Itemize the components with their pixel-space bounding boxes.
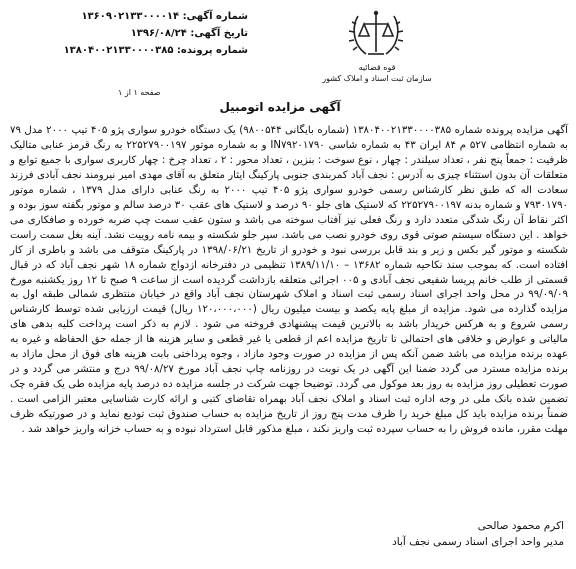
registry-organization-name: سازمان ثبت اسناد و املاک کشور [322, 74, 432, 83]
signature-block [304, 518, 564, 550]
signatory-position: مدیر واحد اجرای اسناد رسمی نجف آباد [392, 536, 564, 548]
notice-metadata [8, 8, 248, 59]
judiciary-label: قوه قضائیه [358, 63, 396, 72]
file-number: شماره پرونده: ۱۳۸۰۴۰۰۲۱۳۳۰۰۰۰۳۸۵ [63, 45, 248, 56]
notice-title: آگهی مزایده اتومبیل [219, 100, 341, 114]
signatory-name: اکرم محمود صالحی [477, 520, 564, 532]
notice-body: آگهی مزایده پرونده شماره ۱۳۸۰۴۰۰۲۱۳۳۰۰۰۰۳۸۵ (شماره بایگانی ۹۸۰۰۵۴۴) یک دستگاه خودرو سواری پژو ۴۰۵ تیپ ۲۰۰۰ مدل ۷۹ به شماره انتظامی ۵۲۷ م ۸۴ ایران ۴۳ به شماره شاسی IN۷۹۲۰۱۷۹۰ و به شماره موتور ۲۲۵۲۷۹۰۰۱۹۷ به رنگ قرمز عنابی متالیک ظرفیت : جمعاً پنج نفر ، تعداد سیلندر : چهار ، نوع سوخت : بنزین ، تعداد محور : ۲ ، تعداد چرخ : چهار کاربری سواری با جمیع توابع و متعلقات آن بدون استثناء چیزی به آدرس : نجف آباد کمربندی جنوبی پارکینگ ایثار متعلق به آقای مهدی امیر نیرومند نجف آبادی فرزند سعادت اله که طبق نظر کارشناس رسمی خودرو سواری پژو ۴۰۵ تیپ ۲۰۰۰ به رنگ عنابی دارای مدل ۱۳۷۹ ، شماره موتور ۷۹۳۰۱۷۹۰ و شماره بدنه ۲۲۵۲۷۹۰۰۱۹۷ که لاستیک های جلو ۹۰ درصد و لاستیک های عقب ۳۰ درصد سالم و موتور بگفته سوز بوده و اکثر نقاط آن رنگ شدگی متعدد دارد و رنگ فعلی نیز آفتاب سوخته می باشد و ستون عقب سمت چپ ضربه خورده و صافکاری می خواهد . این دستگاه سیستم صوتی قوی روی خودرو نصب می باشد. سپر جلو شکسته و بیمه نامه روییت نشد. آینه بغل سمت راست شکسته و موتور گیر بکس و زیر و بند قابل بررسی نبود و خودرو از تاریخ ۱۳۹۸/۰۶/۲۱ در پارکینگ متوقف می باشد و باطری از کار افتاده است. که بموجب سند نکاحیه شماره ۱۳۶۸۲ – ۱۳۸۹/۱۱/۱۰ تنظیمی در دفترخانه ازدواج شماره ۱۸ شهر نجف آباد که در قبال قسمتی از طلب خانم پریسا شفیعی نجف آبادی و ۰۰۵ اجرائی متعلقه بازداشت گردیده است از ساعت ۹ صبح تا ۱۲ روز یکشنبه مورخ ۹۹/۰۹/۰۹ در محل واحد اجرای اسناد رسمی ثبت اسناد و املاک شهرستان نجف آباد واقع در خیابان منتظری شمالی طبقه اول به مزایده گذارده می شود. مزایده از مبلغ پایه یکصد و بیست میلیون ریال (۱۲۰،۰۰۰،۰۰۰ ریال) قیمت ارزیابی شده توسط کارشناس رسمی شروع و به هرکس خریدار باشد به بالاترین قیمت پیشنهادی فروخته می شود . لازم به ذکر است پرداخت کلیه بدهی های مالیاتی و عوارض و خلافی های احتمالی تا تاریخ مزایده اعم از قطعی یا غیر قطعی و سایر هزینه ها از جمله حق الحفاظه و غیره به عهده برنده مزایده می باشد ضمن آنکه پس از مزایده در صورت وجود مازاد ، وجوه پرداختی بابت هزینه های فوق از محل مازاد به برنده مزایده مسترد می گردد ضمنا این آگهی در یک نوبت در روزنامه چاپ نجف آباد مورخ ۹۹/۰۸/۲۷ درج و منتشر می گردد و در صورت تعطیلی روز مزایده به روز بعد موکول می گردد. توضیحا جهت شرکت در جلسه مزایده ده درصد پایه مزایده طی یک فقره چک تضمین شده بانک ملی در وجه اداره ثبت اسناد و املاک نجف آباد بهمراه تقاضای کتبی و ارائه کارت شناسایی معتبر الزامی است . ضمناً برنده مزایده باید کل مبلغ خرید را ظرف مدت پنج روز از تاریخ مزایده به حساب صندوق ثبت تودیع نماید و در صورتیکه ظرف مهلت مقرر، مانده فروش را به حساب سپرده ثبت واریز نکند ، مبلغ مذکور قابل استرداد نبوده و به حساب خزانه واریز خواهد شد . [10, 125, 569, 436]
page-indicator: صفحه ۱ از ۱ [118, 88, 161, 97]
ad-date: تاریخ آگهی: ۱۳۹۶/۰۸/۲۴ [130, 28, 248, 39]
judiciary-emblem-icon [344, 4, 408, 64]
ad-number: شماره آگهی: ۱۳۶۰۹۰۲۱۳۳۰۰۰۰۱۴ [81, 11, 248, 22]
organization-block [318, 62, 436, 84]
